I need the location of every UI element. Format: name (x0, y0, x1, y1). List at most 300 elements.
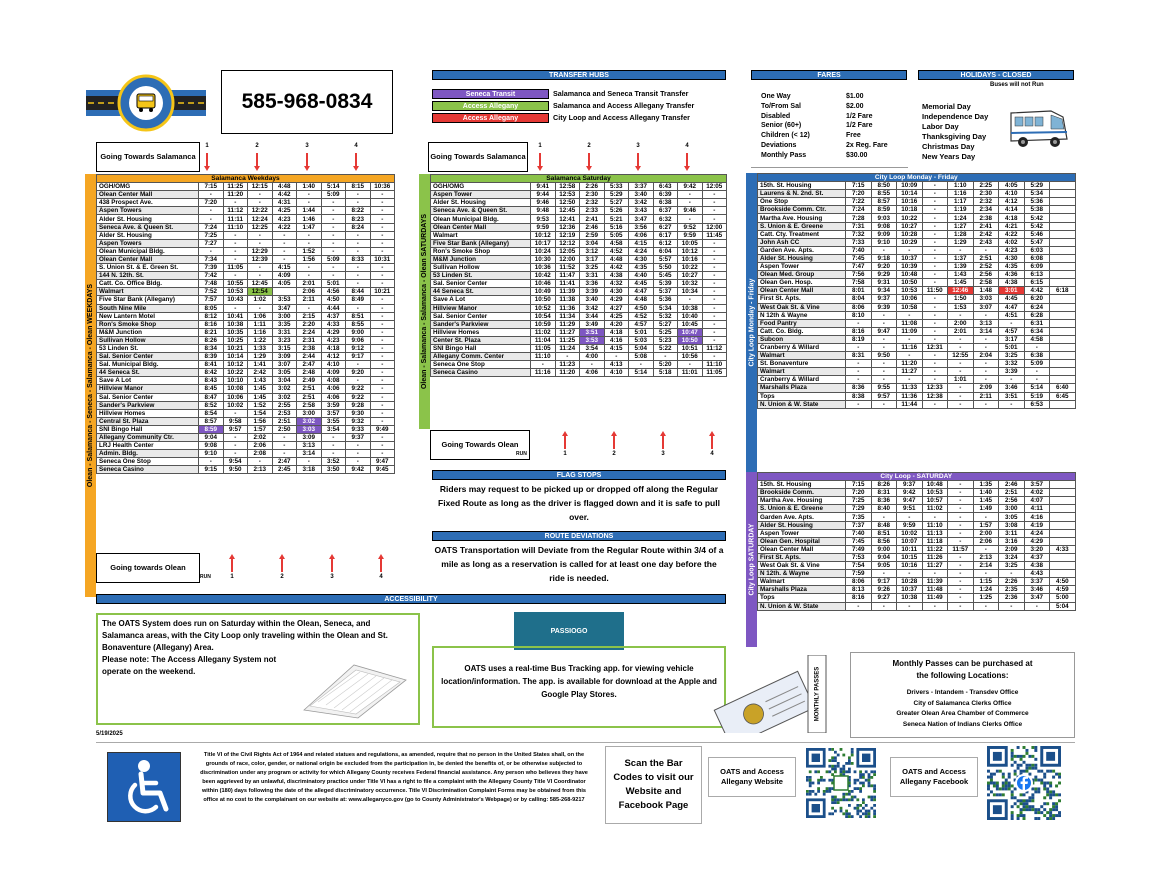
time-cell: 2:48 (297, 369, 322, 377)
time-cell: 1:11 (248, 320, 273, 328)
time-cell: - (346, 450, 371, 458)
time-cell: 5:29 (604, 191, 629, 199)
stop-name: 44 Seneca St. (431, 288, 531, 296)
table-row (97, 231, 395, 239)
time-cell: 8:59 (199, 425, 224, 433)
time-cell: 4:47 (999, 303, 1025, 311)
table-row (431, 320, 727, 328)
time-cell: 8:43 (199, 377, 224, 385)
stop-name: First St. Apts. (758, 295, 846, 303)
table-row (97, 191, 395, 199)
time-cell: - (871, 368, 897, 376)
time-cell: - (346, 442, 371, 450)
time-cell: 7:42 (199, 272, 224, 280)
time-cell: 2:34 (973, 206, 999, 214)
table-row (758, 352, 1076, 360)
time-cell: 10:28 (897, 230, 923, 238)
time-cell: 7:47 (846, 263, 872, 271)
time-cell: 5:36 (653, 296, 678, 304)
time-cell: 11:27 (555, 328, 580, 336)
time-cell: 10:36 (531, 264, 556, 272)
time-cell: 9:10 (871, 238, 897, 246)
stop-name: N. Union & W. State (758, 602, 846, 610)
time-cell: 5:09 (321, 191, 346, 199)
fares-divider (751, 167, 908, 168)
time-cell: - (321, 207, 346, 215)
time-cell: - (248, 231, 273, 239)
time-cell: 1:57 (973, 521, 999, 529)
time-cell: - (297, 272, 322, 280)
time-cell: 8:39 (199, 353, 224, 361)
stop-name: Save A Lot (431, 296, 531, 304)
city-loop-saturday-table-wrap (757, 472, 1075, 611)
time-cell: 11:16 (531, 369, 556, 377)
weekdays-arrows-top (200, 143, 396, 173)
time-cell: 6:28 (1024, 311, 1050, 319)
time-cell: 8:31 (846, 352, 872, 360)
pass-location: City of Salamanca Clerks Office (913, 699, 1012, 707)
time-cell: - (321, 272, 346, 280)
time-cell: - (370, 296, 395, 304)
time-cell: - (370, 239, 395, 247)
time-cell: 11:20 (555, 369, 580, 377)
time-cell: 4:15 (272, 264, 297, 272)
time-cell (1050, 198, 1076, 206)
stop-name: Marshalls Plaza (758, 586, 846, 594)
time-cell: 4:38 (604, 272, 629, 280)
time-cell (1050, 214, 1076, 222)
time-cell: - (370, 450, 395, 458)
time-cell: 2:51 (297, 393, 322, 401)
table-row (97, 344, 395, 352)
time-cell (1050, 182, 1076, 190)
stop-name: Aspen Tower (758, 529, 846, 537)
table-row (758, 198, 1076, 206)
time-cell: - (922, 602, 948, 610)
time-cell: - (973, 335, 999, 343)
time-cell: - (702, 215, 727, 223)
time-cell: 4:37 (1024, 553, 1050, 561)
time-cell: 1:29 (248, 353, 273, 361)
time-cell: 10:43 (223, 296, 248, 304)
transfer-hub-chip: Access Allegany (432, 113, 549, 123)
time-cell: 2:49 (297, 377, 322, 385)
time-cell: 11:27 (897, 368, 923, 376)
time-cell: - (346, 304, 371, 312)
time-cell: 9:42 (346, 466, 371, 474)
time-cell: 12:36 (555, 223, 580, 231)
time-cell: 12:50 (555, 199, 580, 207)
time-cell: - (370, 344, 395, 352)
time-cell: - (922, 238, 948, 246)
stop-name: West Oak St. & Vine (758, 562, 846, 570)
fare-label: Monthly Pass (761, 151, 807, 159)
time-cell: - (702, 199, 727, 207)
time-cell: 10:46 (531, 280, 556, 288)
time-cell: 5:34 (653, 304, 678, 312)
time-cell: 9:30 (346, 409, 371, 417)
time-cell: - (702, 255, 727, 263)
time-cell: 10:32 (678, 280, 703, 288)
time-cell: - (370, 272, 395, 280)
up-arrow-icon (707, 431, 717, 449)
time-cell: 3:00 (272, 312, 297, 320)
stop-name: Sal. Senior Center (97, 353, 199, 361)
time-cell: 9:59 (897, 521, 923, 529)
time-cell: 11:12 (223, 207, 248, 215)
time-cell: 4:32 (604, 280, 629, 288)
time-cell: 2:06 (973, 537, 999, 545)
time-cell: 2:51 (272, 417, 297, 425)
time-cell: 9:20 (871, 263, 897, 271)
table-row (431, 199, 727, 207)
table-row (431, 288, 727, 296)
time-cell: - (604, 353, 629, 361)
time-cell: 7:34 (199, 255, 224, 263)
table-row (431, 369, 727, 377)
time-cell: - (223, 239, 248, 247)
time-cell: 12:54 (248, 288, 273, 296)
table-row (97, 215, 395, 223)
time-cell: 10:09 (897, 182, 923, 190)
fare-value: 1/2 Fare (846, 122, 873, 130)
table-row (97, 409, 395, 417)
table-row (758, 505, 1076, 513)
accessibility-text-1: The OATS System does run on Saturday within the Olean, Seneca, and Salamanca areas, with the City Loop only traveling within the Olean and St. Bonaventure (Allegany) Area. (102, 619, 388, 652)
time-cell: 8:55 (346, 320, 371, 328)
time-cell: 8:16 (846, 327, 872, 335)
time-cell: - (922, 570, 948, 578)
time-cell: 4:56 (321, 288, 346, 296)
stop-name: Cranberry & Willard (758, 343, 846, 351)
run-number: 4 (710, 451, 714, 457)
time-cell: 3:08 (999, 521, 1025, 529)
time-cell: 2:20 (297, 320, 322, 328)
time-cell: 1:57 (248, 425, 273, 433)
time-cell: - (1024, 368, 1050, 376)
time-cell: 9:28 (346, 401, 371, 409)
time-cell: 6:27 (653, 223, 678, 231)
table-row (431, 255, 727, 263)
transfer-hub-chip: Access Allegany (432, 101, 549, 111)
table-row (758, 570, 1076, 578)
time-cell: 10:29 (897, 238, 923, 246)
time-cell: 2:51 (999, 489, 1025, 497)
transfer-hub-chip: Seneca Transit (432, 89, 549, 99)
time-cell: 3:12 (580, 247, 605, 255)
time-cell: 3:59 (321, 401, 346, 409)
time-cell: 4:05 (999, 182, 1025, 190)
time-cell: 10:31 (370, 255, 395, 263)
time-cell (1050, 553, 1076, 561)
time-cell: - (297, 239, 322, 247)
time-cell: 8:49 (346, 296, 371, 304)
time-cell: 3:55 (321, 417, 346, 425)
time-cell: 11:24 (555, 344, 580, 352)
time-cell: - (922, 230, 948, 238)
time-cell: 8:38 (846, 392, 872, 400)
time-cell: 4:08 (321, 377, 346, 385)
time-cell: 7:48 (199, 280, 224, 288)
time-cell: - (846, 360, 872, 368)
time-cell: 9:54 (223, 458, 248, 466)
time-cell: - (999, 400, 1025, 408)
time-cell: - (999, 376, 1025, 384)
table-row (97, 296, 395, 304)
time-cell: 4:59 (1050, 586, 1076, 594)
time-cell: 4:29 (604, 296, 629, 304)
time-cell: - (346, 239, 371, 247)
time-cell: 9:59 (531, 223, 556, 231)
time-cell: 9:45 (370, 466, 395, 474)
time-cell: - (248, 239, 273, 247)
table-row (431, 336, 727, 344)
run-number: 1 (230, 574, 234, 580)
time-cell: 8:13 (846, 586, 872, 594)
time-cell: 1:37 (948, 254, 974, 262)
time-cell: 9:29 (871, 271, 897, 279)
stop-name: Catt. Co. Bldg. (758, 327, 846, 335)
time-cell: 5:21 (604, 215, 629, 223)
time-cell: 10:51 (678, 344, 703, 352)
time-cell: 1:52 (297, 247, 322, 255)
time-cell: 7:33 (846, 238, 872, 246)
up-arrow-icon (327, 554, 337, 572)
time-cell: - (370, 353, 395, 361)
time-cell: 1:56 (297, 255, 322, 263)
time-cell: - (999, 602, 1025, 610)
time-cell: 11:49 (922, 594, 948, 602)
time-cell: - (248, 199, 273, 207)
time-cell: 2:46 (999, 481, 1025, 489)
time-cell: 10:22 (897, 214, 923, 222)
time-cell: 5:01 (629, 328, 654, 336)
time-cell: 9:37 (871, 295, 897, 303)
time-cell: 7:49 (846, 545, 872, 553)
time-cell: - (846, 319, 872, 327)
time-cell: - (871, 343, 897, 351)
time-cell: 3:23 (272, 336, 297, 344)
time-cell: - (297, 458, 322, 466)
time-cell: 7:37 (846, 521, 872, 529)
time-cell: 2:30 (580, 191, 605, 199)
time-cell: 3:31 (272, 328, 297, 336)
stop-name: Alder St. Housing (431, 199, 531, 207)
down-arrow-icon (584, 153, 594, 171)
time-cell: 8:23 (346, 215, 371, 223)
time-cell: 3:54 (321, 425, 346, 433)
time-cell: 3:17 (580, 255, 605, 263)
time-cell: - (871, 360, 897, 368)
time-cell: 4:29 (321, 328, 346, 336)
table-row (758, 545, 1076, 553)
stop-name: Garden Ave. Apts. (758, 246, 846, 254)
time-cell: 3:31 (580, 272, 605, 280)
time-cell: - (922, 222, 948, 230)
down-arrow-icon (682, 153, 692, 171)
time-cell: 10:07 (897, 537, 923, 545)
stop-name: Alder St. Housing (758, 521, 846, 529)
table-row (758, 521, 1076, 529)
time-cell: 4:09 (272, 272, 297, 280)
time-cell: 1:45 (948, 279, 974, 287)
pass-location: Greater Olean Area Chamber of Commerce (896, 710, 1029, 717)
time-cell: 4:23 (272, 215, 297, 223)
time-cell: - (948, 311, 974, 319)
time-cell: - (321, 199, 346, 207)
table-row (97, 264, 395, 272)
time-cell: - (370, 328, 395, 336)
time-cell: - (223, 450, 248, 458)
time-cell: - (702, 296, 727, 304)
time-cell: 11:16 (897, 343, 923, 351)
time-cell: 12:41 (555, 215, 580, 223)
run-number: 2 (587, 143, 591, 149)
time-cell: 1:44 (297, 207, 322, 215)
time-cell: - (223, 442, 248, 450)
time-cell: - (248, 458, 273, 466)
time-cell: - (702, 207, 727, 215)
schedule-papers-image (294, 660, 412, 720)
stop-name: Laurens & N. 2nd. St. (758, 190, 846, 198)
time-cell: 4:18 (604, 328, 629, 336)
time-cell: 2:58 (297, 401, 322, 409)
transfer-hub-desc: Salamanca and Seneca Transit Transfer (553, 89, 689, 98)
table-row (758, 230, 1076, 238)
table-row (431, 183, 727, 191)
time-cell: 7:15 (199, 183, 224, 191)
time-cell: 1:45 (248, 393, 273, 401)
stop-name: LRJ Health Center (97, 442, 199, 450)
time-cell: - (370, 223, 395, 231)
time-cell: 11:12 (702, 344, 727, 352)
stop-name: Olean Gen. Hospital (758, 537, 846, 545)
table-row (758, 384, 1076, 392)
saturday-going-bottom: Going Towards Olean (430, 430, 530, 460)
time-cell: 4:45 (999, 295, 1025, 303)
time-cell: 5:36 (1024, 198, 1050, 206)
time-cell: 10:27 (897, 222, 923, 230)
time-cell: - (555, 353, 580, 361)
time-cell: 7:20 (846, 190, 872, 198)
time-cell: 2:41 (580, 215, 605, 223)
time-cell: 9:50 (223, 466, 248, 474)
time-cell: 11:33 (897, 384, 923, 392)
stop-name: Walmart (97, 288, 199, 296)
time-cell: - (297, 191, 322, 199)
time-cell: 7:56 (846, 271, 872, 279)
time-cell: 4:42 (604, 264, 629, 272)
website-qr-code[interactable] (806, 746, 876, 820)
time-cell: 9:50 (871, 352, 897, 360)
holidays-subtitle: Buses will not Run (990, 82, 1044, 88)
time-cell: - (321, 450, 346, 458)
time-cell: 6:53 (1024, 400, 1050, 408)
time-cell (1050, 376, 1076, 384)
time-cell: 4:11 (1024, 505, 1050, 513)
time-cell: 3:05 (999, 513, 1025, 521)
time-cell: - (370, 385, 395, 393)
holiday-item: Christmas Day (922, 142, 975, 151)
time-cell: 9:22 (346, 393, 371, 401)
time-cell: 1:46 (297, 215, 322, 223)
time-cell: 2:47 (297, 361, 322, 369)
time-cell: 5:29 (1024, 182, 1050, 190)
stop-name: Food Pantry (758, 319, 846, 327)
time-cell: 4:58 (1024, 335, 1050, 343)
run-number: 4 (379, 574, 383, 580)
time-cell: 7:40 (846, 529, 872, 537)
time-cell: 11:50 (922, 287, 948, 295)
time-cell: 11:10 (531, 353, 556, 361)
time-cell: 9:00 (346, 328, 371, 336)
down-arrow-icon (633, 153, 643, 171)
time-cell: - (846, 400, 872, 408)
time-cell: 3:01 (999, 287, 1025, 295)
time-cell: 7:15 (846, 182, 872, 190)
time-cell (1050, 319, 1076, 327)
time-cell (1050, 190, 1076, 198)
time-cell: 10:17 (531, 239, 556, 247)
saturday-arrows-top (530, 143, 726, 173)
facebook-label-box (890, 757, 978, 797)
table-row (758, 311, 1076, 319)
time-cell: 1:15 (973, 578, 999, 586)
stop-name: S. Union St. & E. Green St. (97, 264, 199, 272)
table-row (431, 239, 727, 247)
time-cell: 12:19 (555, 231, 580, 239)
time-cell: 2:11 (973, 392, 999, 400)
time-cell: 11:26 (922, 553, 948, 561)
time-cell: 10:34 (678, 288, 703, 296)
time-cell: 2:08 (248, 450, 273, 458)
time-cell: 4:50 (1050, 578, 1076, 586)
time-cell: 10:49 (531, 288, 556, 296)
time-cell: 2:09 (973, 384, 999, 392)
table-row (97, 377, 395, 385)
time-cell: 9:22 (346, 385, 371, 393)
time-cell: 2:01 (297, 280, 322, 288)
time-cell: 1:22 (248, 336, 273, 344)
time-cell: 5:38 (1024, 206, 1050, 214)
time-cell: 12:39 (248, 255, 273, 263)
time-cell: - (948, 497, 974, 505)
facebook-qr-code[interactable] (986, 746, 1062, 820)
table-row (97, 361, 395, 369)
time-cell: 9:44 (531, 191, 556, 199)
time-cell: 4:18 (999, 214, 1025, 222)
county-seal-icon (834, 776, 848, 790)
time-cell: - (948, 529, 974, 537)
time-cell: 11:22 (922, 545, 948, 553)
table-row (431, 207, 727, 215)
time-cell: - (199, 207, 224, 215)
table-row (758, 238, 1076, 246)
time-cell: 9:12 (346, 344, 371, 352)
time-cell: 12:55 (948, 352, 974, 360)
run-number: 3 (661, 451, 665, 457)
time-cell: 9:06 (346, 336, 371, 344)
time-cell: 7:58 (846, 279, 872, 287)
run-number: 2 (612, 451, 616, 457)
time-cell: 7:52 (199, 288, 224, 296)
monthly-passes-title: Monthly Passes can be purchased at the following Locations: (892, 659, 1033, 680)
phone-box (221, 70, 393, 134)
time-cell: 5:04 (1050, 602, 1076, 610)
passiogo-box (432, 646, 726, 728)
time-cell: - (370, 191, 395, 199)
time-cell: - (370, 442, 395, 450)
